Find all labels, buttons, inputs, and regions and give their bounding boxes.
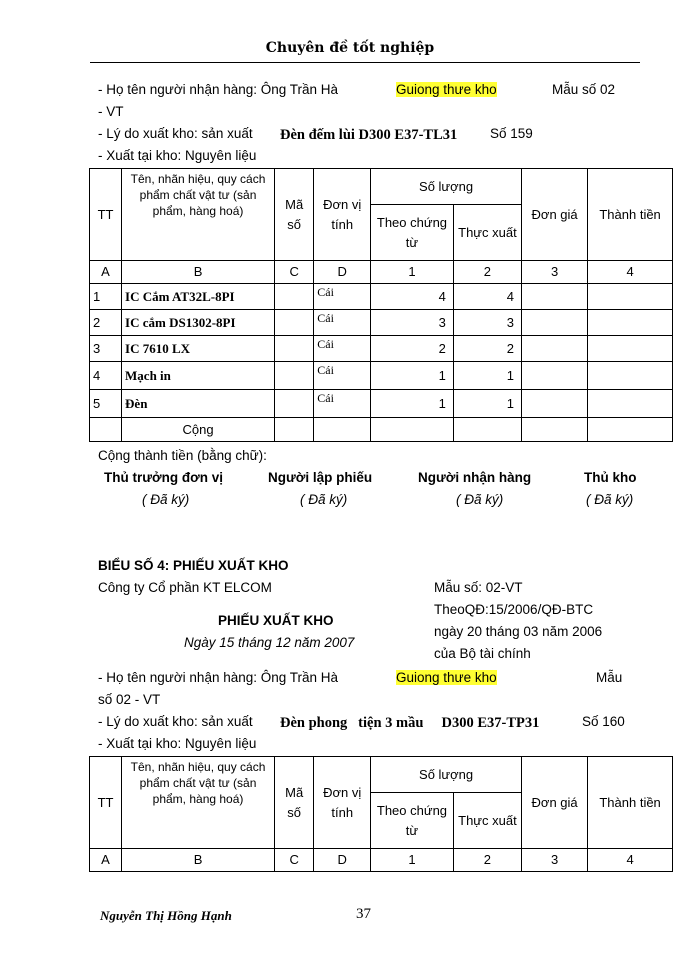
row-price bbox=[522, 310, 588, 336]
row-qty-actual: 1 bbox=[453, 390, 521, 418]
company-name: Công ty Cổ phần KT ELCOM bbox=[98, 580, 272, 595]
row-price bbox=[522, 284, 588, 310]
form-number-cont: số 02 - VT bbox=[98, 692, 161, 707]
col-price: Đơn giá bbox=[522, 757, 588, 849]
row-tt: 4 bbox=[90, 362, 122, 390]
total-in-words: Cộng thành tiền (bằng chữ): bbox=[98, 448, 267, 463]
total-row bbox=[90, 418, 673, 442]
col-tt: TT bbox=[90, 169, 122, 261]
row-unit: Cái bbox=[314, 336, 371, 362]
document-title: PHIẾU XUẤT KHO bbox=[218, 613, 334, 628]
row-name: Đèn bbox=[122, 390, 275, 418]
table-row bbox=[90, 336, 673, 362]
signature-status: ( Đã ký) bbox=[456, 492, 504, 507]
row-tt: 1 bbox=[90, 284, 122, 310]
signature-status: ( Đã ký) bbox=[142, 492, 190, 507]
letter-cell: C bbox=[275, 849, 314, 872]
row-name: IC Cắm AT32L-8PI bbox=[122, 284, 275, 310]
letter-cell: A bbox=[90, 849, 122, 872]
col-tt: TT bbox=[90, 757, 122, 849]
decision-ref: TheoQĐ:15/2006/QĐ-BTC bbox=[434, 602, 594, 617]
col-qty-actual: Thực xuất bbox=[453, 793, 521, 849]
letter-cell: B bbox=[122, 849, 275, 872]
row-tt: 3 bbox=[90, 336, 122, 362]
row-code bbox=[275, 284, 314, 310]
col-amount: Thành tiền bbox=[588, 757, 673, 849]
row-price bbox=[522, 336, 588, 362]
total-label: Cộng bbox=[122, 418, 275, 442]
signature-role: Người nhận hàng bbox=[418, 470, 532, 485]
col-qty-actual: Thực xuất bbox=[453, 205, 521, 261]
col-qty-doc: Theo chứng từ bbox=[371, 205, 454, 261]
row-name: Mạch in bbox=[122, 362, 275, 390]
row-amount bbox=[588, 284, 673, 310]
row-code bbox=[275, 362, 314, 390]
table-row bbox=[90, 284, 673, 310]
signature-role: Thủ trưởng đơn vị bbox=[104, 470, 223, 485]
row-code bbox=[275, 310, 314, 336]
document-number: Số 159 bbox=[490, 126, 533, 141]
col-qty: Số lượng bbox=[371, 169, 522, 205]
row-name: IC cắm DS1302-8PI bbox=[122, 310, 275, 336]
col-unit: Đơn vị tính bbox=[314, 169, 371, 261]
letter-cell: 2 bbox=[453, 261, 521, 284]
letter-cell: 4 bbox=[588, 849, 673, 872]
signature-status: ( Đã ký) bbox=[586, 492, 634, 507]
col-qty: Số lượng bbox=[371, 757, 522, 793]
recipient-line: - Họ tên người nhận hàng: Ông Trần Hà bbox=[98, 82, 339, 97]
row-unit: Cái bbox=[314, 362, 371, 390]
col-name: Tên, nhãn hiệu, quy cách phẩm chất vật tư (sản phẩm, hàng hoá) bbox=[122, 169, 275, 261]
col-code: Mã số bbox=[275, 757, 314, 849]
reason-value: Đèn đếm lùi D300 E37-TL31 bbox=[280, 127, 458, 143]
row-qty-actual: 1 bbox=[453, 362, 521, 390]
letter-cell: 3 bbox=[522, 261, 588, 284]
letter-cell: 3 bbox=[522, 849, 588, 872]
letter-cell: 1 bbox=[371, 261, 454, 284]
reason-value: Đèn phong tiện 3 mầu D300 E37-TP31 bbox=[280, 715, 540, 731]
row-name: IC 7610 LX bbox=[122, 336, 275, 362]
row-amount bbox=[588, 390, 673, 418]
letter-cell: D bbox=[314, 261, 371, 284]
warehouse-line: - Xuất tại kho: Nguyên liệu bbox=[98, 736, 257, 751]
page-header-title: Chuyên đề tốt nghiệp bbox=[265, 40, 435, 56]
row-qty-actual: 4 bbox=[453, 284, 521, 310]
col-price: Đơn giá bbox=[522, 169, 588, 261]
row-code bbox=[275, 390, 314, 418]
row-qty-doc: 2 bbox=[371, 336, 454, 362]
highlighted-note: Guiong thưe kho bbox=[396, 82, 497, 97]
form-number: Mẫu bbox=[596, 670, 623, 685]
row-qty-doc: 4 bbox=[371, 284, 454, 310]
row-qty-doc: 1 bbox=[371, 362, 454, 390]
col-qty-doc: Theo chứng từ bbox=[371, 793, 454, 849]
warehouse-line: - Xuất tại kho: Nguyên liệu bbox=[98, 148, 257, 163]
issue-table-2 bbox=[89, 756, 673, 872]
row-unit: Cái bbox=[314, 284, 371, 310]
row-price bbox=[522, 390, 588, 418]
table-row bbox=[90, 390, 673, 418]
row-qty-actual: 2 bbox=[453, 336, 521, 362]
letter-cell: 4 bbox=[588, 261, 673, 284]
letter-cell: A bbox=[90, 261, 122, 284]
col-amount: Thành tiền bbox=[588, 169, 673, 261]
letter-cell: 1 bbox=[371, 849, 454, 872]
row-code bbox=[275, 336, 314, 362]
row-tt: 2 bbox=[90, 310, 122, 336]
row-unit: Cái bbox=[314, 390, 371, 418]
letter-cell: 2 bbox=[453, 849, 521, 872]
highlighted-note: Guiong thưe kho bbox=[396, 670, 497, 685]
document-number: Số 160 bbox=[582, 714, 625, 729]
letter-cell: C bbox=[275, 261, 314, 284]
issue-table-1 bbox=[89, 168, 673, 442]
row-unit: Cái bbox=[314, 310, 371, 336]
row-qty-doc: 3 bbox=[371, 310, 454, 336]
table-row bbox=[90, 362, 673, 390]
signature-status: ( Đã ký) bbox=[300, 492, 348, 507]
section-title: BIỂU SỐ 4: PHIẾU XUẤT KHO bbox=[98, 558, 289, 573]
form-number: Mẫu số 02 bbox=[552, 82, 616, 97]
footer-author: Nguyễn Thị Hồng Hạnh bbox=[100, 908, 232, 923]
row-tt: 5 bbox=[90, 390, 122, 418]
col-unit: Đơn vị tính bbox=[314, 757, 371, 849]
row-amount bbox=[588, 362, 673, 390]
recipient-line: - Họ tên người nhận hàng: Ông Trần Hà bbox=[98, 670, 339, 685]
row-amount bbox=[588, 336, 673, 362]
letter-cell: D bbox=[314, 849, 371, 872]
reason-label: - Lý do xuất kho: sản xuất bbox=[98, 714, 253, 729]
letter-cell: B bbox=[122, 261, 275, 284]
col-name: Tên, nhãn hiệu, quy cách phẩm chất vật tư (sản phẩm, hàng hoá) bbox=[122, 757, 275, 849]
row-qty-doc: 1 bbox=[371, 390, 454, 418]
form-number-cont: - VT bbox=[98, 104, 124, 119]
col-code: Mã số bbox=[275, 169, 314, 261]
row-qty-actual: 3 bbox=[453, 310, 521, 336]
reason-label: - Lý do xuất kho: sản xuất bbox=[98, 126, 253, 141]
row-amount bbox=[588, 310, 673, 336]
table-row bbox=[90, 310, 673, 336]
header-divider bbox=[90, 62, 640, 63]
document-date: Ngày 15 tháng 12 năm 2007 bbox=[184, 635, 355, 650]
row-price bbox=[522, 362, 588, 390]
signature-role: Thủ kho bbox=[584, 470, 637, 485]
page-number: 37 bbox=[356, 906, 371, 922]
signature-role: Người lập phiếu bbox=[268, 470, 373, 485]
decision-date: ngày 20 tháng 03 năm 2006 bbox=[434, 624, 603, 639]
ministry: của Bộ tài chính bbox=[434, 646, 531, 661]
form-code: Mẫu số: 02-VT bbox=[434, 580, 523, 595]
